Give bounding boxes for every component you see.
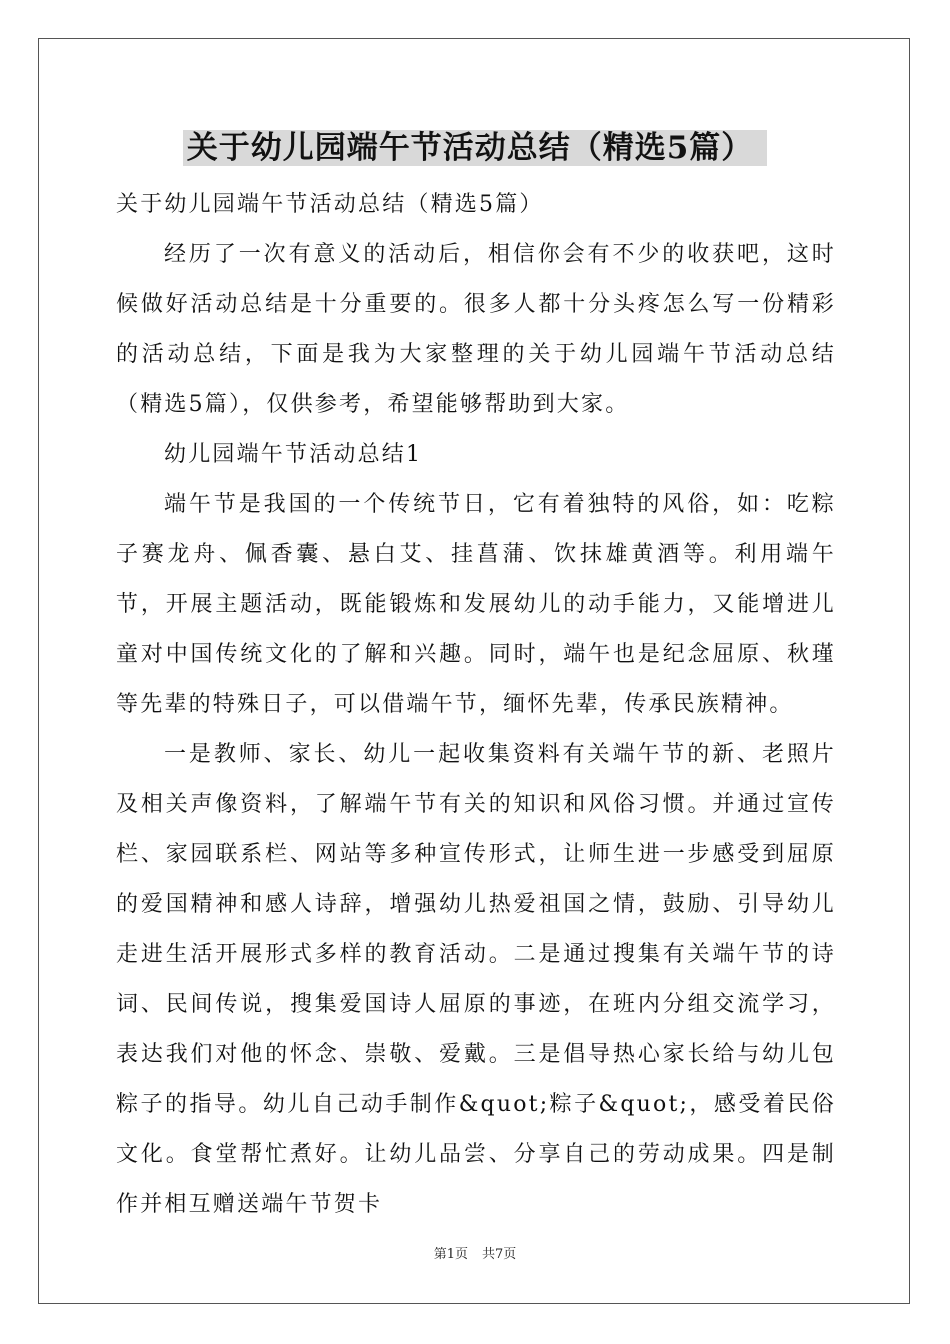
document-title [0,128,950,168]
page-total: 共7页 [482,1247,517,1262]
intro-paragraph: 经历了一次有意义的活动后，相信你会有不少的收获吧，这时候做好活动总结是十分重要的。很多人都十分头疼怎么写一份精彩的活动总结，下面是我为大家整理的关于幼儿园端午节活动总结（精选5篇），仅供参考，希望能够帮助到大家。 [116,242,836,417]
document-subtitle: 关于幼儿园端午节活动总结（精选5篇） [116,192,544,217]
document-title-text: 关于幼儿园端午节活动总结（精选5篇） [183,130,768,166]
page-footer [0,1246,950,1264]
page-number: 第1页 [433,1247,468,1262]
document-body [116,180,836,1230]
body-paragraph: 端午节是我国的一个传统节日，它有着独特的风俗，如：吃粽子赛龙舟、佩香囊、悬白艾、挂菖蒲、饮抹雄黄酒等。利用端午节，开展主题活动，既能锻炼和发展幼儿的动手能力，又能增进儿童对中国传统文化的了解和兴趣。同时，端午也是纪念屈原、秋瑾等先辈的特殊日子，可以借端午节，缅怀先辈，传承民族精神。 [116,492,836,717]
body-paragraph: 一是教师、家长、幼儿一起收集资料有关端午节的新、老照片及相关声像资料，了解端午节有关的知识和风俗习惯。并通过宣传栏、家园联系栏、网站等多种宣传形式，让师生进一步感受到屈原的爱国精神和感人诗辞，增强幼儿热爱祖国之情，鼓励、引导幼儿走进生活开展形式多样的教育活动。二是通过搜集有关端午节的诗词、民间传说，搜集爱国诗人屈原的事迹，在班内分组交流学习，表达我们对他的怀念、崇敬、爱戴。三是倡导热心家长给与幼儿包粽子的指导。幼儿自己动手制作&quot;粽子&quot;，感受着民俗文化。食堂帮忙煮好。让幼儿品尝、分享自己的劳动成果。四是制作并相互赠送端午节贺卡 [116,742,836,1217]
section-heading: 幼儿园端午节活动总结1 [164,442,423,467]
